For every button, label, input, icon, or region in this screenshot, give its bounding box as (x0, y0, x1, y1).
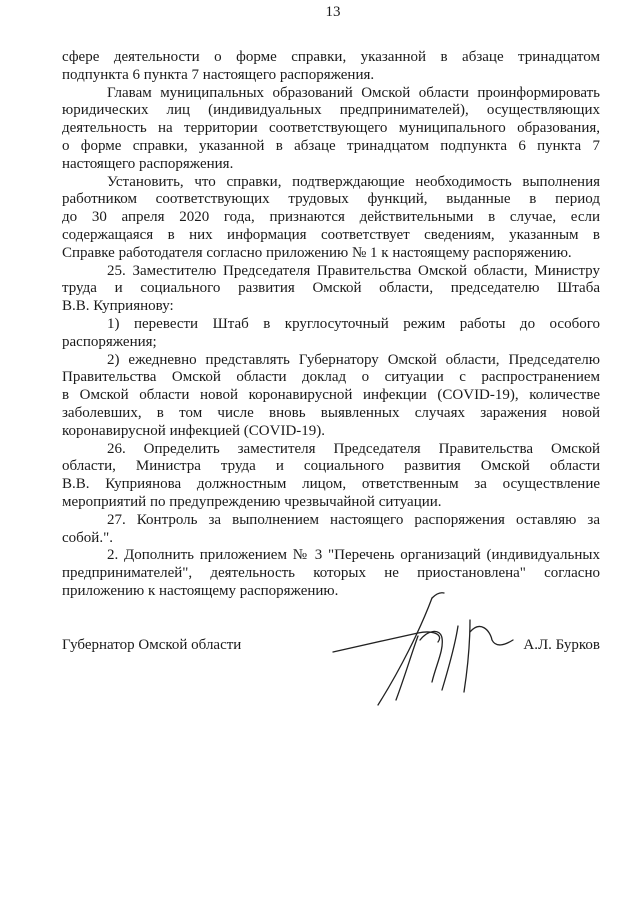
signature-stroke (378, 598, 432, 705)
signature-scribble (320, 590, 520, 710)
text-line: приложению к настоящему распоряжению. (62, 582, 339, 599)
text-line: заболевших, в том числе вновь выявленных случаях заражения новой (62, 404, 600, 421)
text-line: В.В. Куприянову: (62, 298, 174, 315)
text-line: подпункта 6 пункта 7 настоящего распоряжения. (62, 66, 375, 83)
clause-25 (62, 263, 600, 316)
signatory-name: А.Л. Бурков (523, 637, 600, 653)
clause-27 (62, 512, 600, 548)
text-line: 25. Заместителю Председателя Правительства Омской области, Министру (107, 262, 600, 279)
text-line: о форме справки, указанной в абзаце тринадцатом подпункта 6 пункта 7 (62, 137, 600, 154)
text-line: сфере деятельности о форме справки, указанной в абзаце тринадцатом (62, 49, 600, 65)
text-line: В.В. Куприянова должностным лицом, ответственным за осуществление (62, 476, 600, 493)
clause-25-item-2 (62, 352, 600, 441)
text-line: в Омской области новой коронавирусной инфекции (COVID-19), количестве (62, 387, 600, 404)
text-line: Правительства Омской области доклад о ситуации с распространением (62, 369, 600, 386)
text-line: предпринимателей", деятельность которых не приостановлена" согласно (62, 565, 600, 582)
text-line: Главам муниципальных образований Омской области проинформировать (107, 84, 600, 101)
clause-25-item-1 (62, 316, 600, 352)
signatory-position: Губернатор Омской области (62, 637, 242, 653)
text-line: области, Министра труда и социального развития Омской области (62, 458, 600, 475)
text-line: 2. Дополнить приложением № 3 "Перечень организаций (индивидуальных (107, 547, 600, 564)
text-line: 2) ежедневно представлять Губернатору Омской области, Председателю (107, 351, 600, 368)
text-line: юридических лиц (индивидуальных предпринимателей), осуществляющих (62, 102, 600, 119)
text-line: мероприятий по предупреждению чрезвычайной ситуации. (62, 493, 442, 510)
signature-stroke (464, 620, 470, 692)
text-line: Справке работодателя согласно приложению № 1 к настоящему распоряжению. (62, 244, 572, 261)
text-line: коронавирусной инфекцией (COVID-19). (62, 422, 326, 439)
paragraph-continuation (62, 49, 600, 85)
text-line: распоряжения; (62, 333, 157, 350)
text-line: 27. Контроль за выполнением настоящего распоряжения оставляю за (107, 511, 600, 528)
text-line: деятельность на территории соответствующего муниципального образования, (62, 120, 600, 137)
document-body (62, 49, 600, 601)
paragraph-municipal-heads (62, 85, 600, 174)
text-line: содержащаяся в них информация соответствует сведениям, указанным в (62, 226, 600, 243)
signature-stroke (470, 627, 513, 645)
text-line: до 30 апреля 2020 года, признаются действительными в случае, если (62, 209, 600, 226)
signature-stroke (432, 593, 444, 598)
page-number: 13 (325, 4, 341, 20)
signature-stroke (442, 626, 458, 690)
text-line: собой.". (62, 529, 113, 546)
text-line: Установить, что справки, подтверждающие необходимость выполнения (107, 173, 600, 190)
text-line: 26. Определить заместителя Председателя Правительства Омской (107, 440, 600, 457)
text-line: 1) перевести Штаб в круглосуточный режим работы до особого (107, 315, 600, 332)
text-line: настоящего распоряжения. (62, 155, 234, 172)
paragraph-certificates (62, 174, 600, 263)
signature-stroke (333, 632, 440, 652)
text-line: работником соответствующих трудовых функций, выданные в период (62, 191, 600, 208)
text-line: труда и социального развития Омской области, председателю Штаба (62, 280, 600, 297)
clause-26 (62, 441, 600, 512)
